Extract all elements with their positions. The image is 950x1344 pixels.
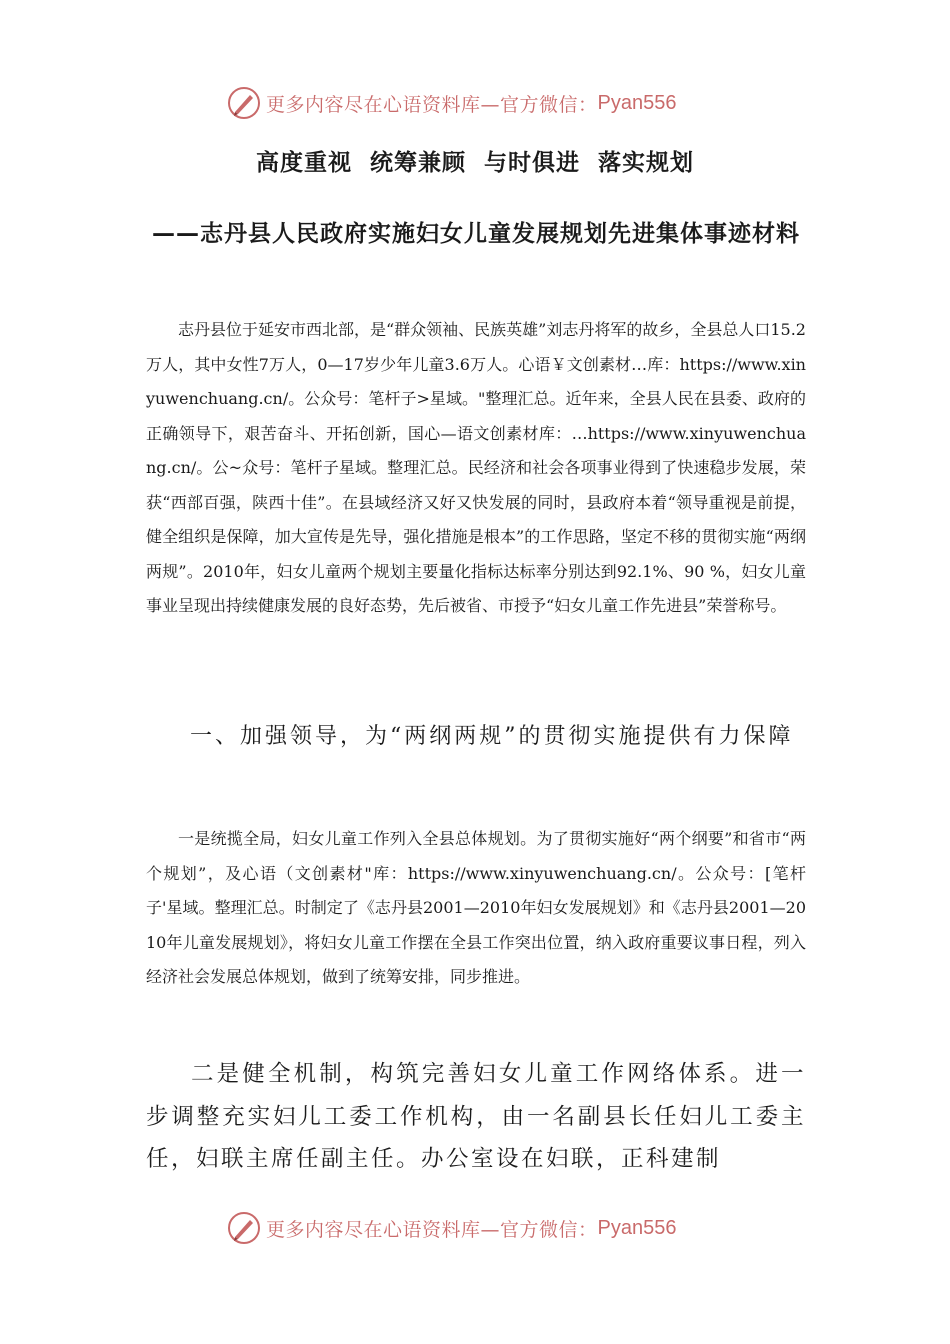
section1-paragraph-2: 二是健全机制，构筑完善妇女儿童工作网络体系。进一步调整充实妇儿工委工作机构，由一名副县长任妇儿工委主任，妇联主席任副主任。办公室设在妇联，正科建制 <box>146 1061 806 1172</box>
document-title: 高度重视 统筹兼顾 与时俱进 落实规划 <box>255 150 695 176</box>
intro-paragraph: 志丹县位于延安市西北部，是“群众领袖、民族英雄”刘志丹将军的故乡，全县总人口15.2万人，其中女性7万人，0—17岁少年儿童3.6万人。心语￥文创素材…库：https://www.xinyuwenchuang.cn/。公众号：笔杆子>星域。"整理汇总。近年来，全县人民在县委、政府的正确领导下，艰苦奋斗、开拓创新，国心—语文创素材库：…https://www.xinyuwenchuang.cn/。公~众号：笔杆子星域。整理汇总。民经济和社会各项事业得到了快速稳步发展，荣获“西部百强，陕西十佳”。在县域经济又好又快发展的同时，县政府本着“领导重视是前提，健全组织是保障，加大宣传是先导，强化措施是根本”的工作思路，坚定不移的贯彻实施“两纲两规”。2010年，妇女儿童两个规划主要量化指标达标率分别达到92.1%、90 %，妇女儿童事业呈现出持续健康发展的良好态势，先后被省、市授予“妇女儿童工作先进县”荣誉称号。 <box>146 320 806 615</box>
banner-wechat-handle: Pyan556 <box>597 1216 677 1239</box>
banner-wechat-handle: Pyan556 <box>597 91 677 114</box>
footer-banner <box>226 1208 726 1248</box>
banner-text: 更多内容尽在心语资料库—官方微信： <box>266 93 598 116</box>
pen-logo-icon <box>226 1210 262 1246</box>
banner-text: 更多内容尽在心语资料库—官方微信： <box>266 1218 598 1241</box>
document-subtitle: ——志丹县人民政府实施妇女儿童发展规划先进集体事迹材料 <box>152 221 800 247</box>
pen-logo-icon <box>226 85 262 121</box>
header-banner <box>226 83 726 123</box>
section-heading-1: 一、加强领导，为“两纲两规”的贯彻实施提供有力保障 <box>190 724 794 749</box>
section1-paragraph-1: 一是统揽全局，妇女儿童工作列入全县总体规划。为了贯彻实施好“两个纲要”和省市“两个规划”，及心语（文创素材"库：https://www.xinyuwenchuang.cn/。公众号：[笔杆子'星域。整理汇总。时制定了《志丹县2001—2010年妇女发展规划》和《志丹县2001—2010年儿童发展规划》，将妇女儿童工作摆在全县工作突出位置，纳入政府重要议事日程，列入经济社会发展总体规划，做到了统筹安排，同步推进。 <box>146 829 806 986</box>
